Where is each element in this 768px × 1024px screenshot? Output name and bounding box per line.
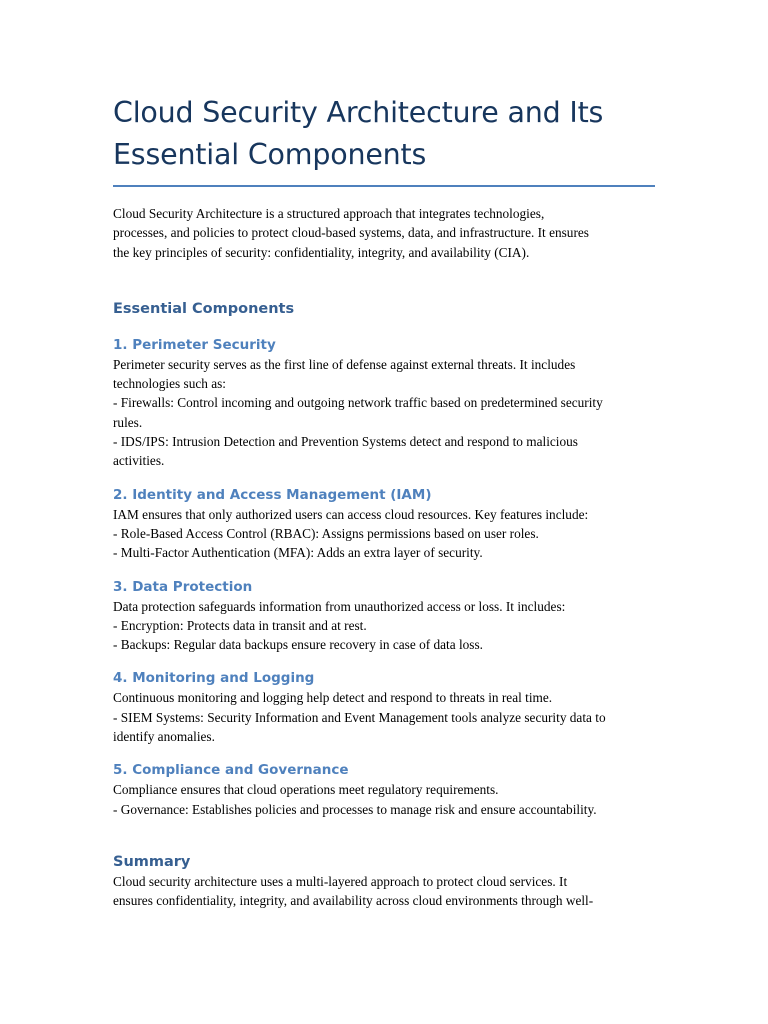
section-body-data-protection: Data protection safeguards information from unauthorized access or loss. It includes: - Encryption: Protects data in transit and at rest. - Backups: Regular data backups ensure recovery in case of data loss. bbox=[113, 598, 566, 653]
title-divider bbox=[113, 185, 655, 187]
section-body-compliance: Compliance ensures that cloud operations meet regulatory requirements. - Governance: Establishes policies and processes to manage risk and ensure accountability. bbox=[113, 782, 597, 817]
document-title: Cloud Security Architecture and Its Essential Components bbox=[113, 96, 604, 171]
essential-components-heading: Essential Components bbox=[113, 300, 295, 317]
section-heading-monitoring: 4. Monitoring and Logging bbox=[113, 670, 315, 687]
summary-heading: Summary bbox=[113, 853, 191, 870]
section-heading-perimeter: 1. Perimeter Security bbox=[113, 336, 276, 353]
section-body-iam: IAM ensures that only authorized users can access cloud resources. Key features include: - Role-Based Access Control (RBAC): Assigns permissions based on user roles. - Multi-Factor Authentication (MFA): Adds an extra layer of security. bbox=[113, 506, 589, 561]
section-heading-iam: 2. Identity and Access Management (IAM) bbox=[113, 486, 432, 503]
document-page bbox=[113, 92, 658, 911]
intro-paragraph: Cloud Security Architecture is a structured approach that integrates technologies, processes, and policies to protect cloud-based systems, data, and infrastructure. It ensures the key principles of security: confidentiality, integrity, and availability (CIA). bbox=[113, 206, 589, 260]
section-heading-compliance: 5. Compliance and Governance bbox=[113, 762, 349, 779]
section-body-monitoring: Continuous monitoring and logging help detect and respond to threats in real time. - SIEM Systems: Security Information and Event Management tools analyze security data to identify anomalies. bbox=[113, 690, 606, 745]
section-heading-data-protection: 3. Data Protection bbox=[113, 578, 253, 595]
section-body-perimeter: Perimeter security serves as the first line of defense against external threats. It includes technologies such as: - Firewalls: Control incoming and outgoing network traffic based on predetermined security rules. - IDS/IPS: Intrusion Detection and Prevention Systems detect and respond to malicious activities. bbox=[113, 356, 603, 469]
summary-paragraph: Cloud security architecture uses a multi-layered approach to protect cloud services. It ensures confidentiality, integrity, and availability across cloud environments through well- bbox=[113, 873, 594, 909]
